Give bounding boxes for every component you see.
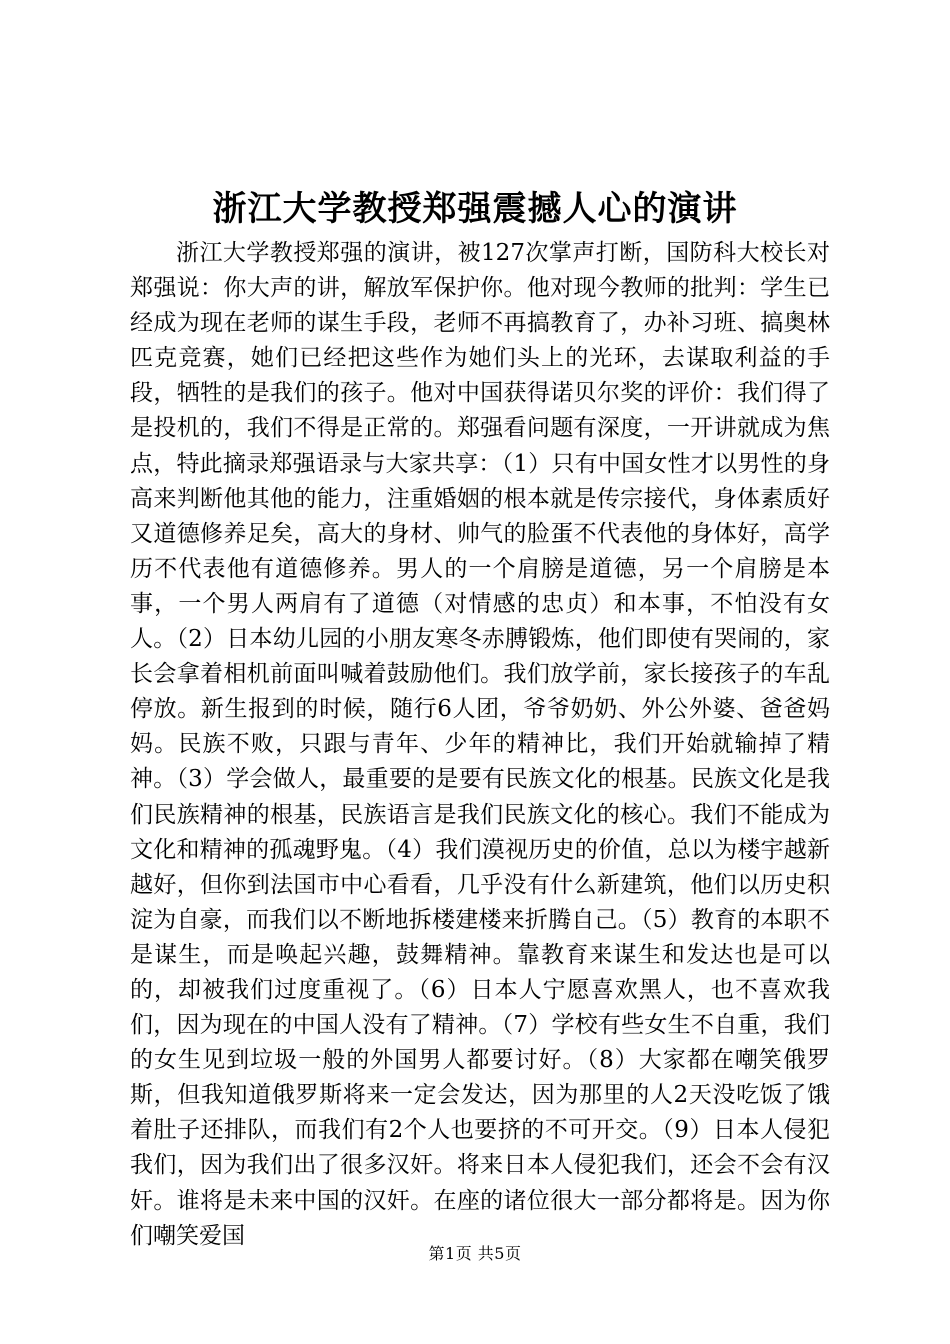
page-number-footer: 第1页 共5页 — [428, 1244, 522, 1263]
document-title: 浙江大学教授郑强震撼人心的演讲 — [212, 189, 738, 229]
document-body-text: 浙江大学教授郑强的演讲，被127次掌声打断，国防科大校长对郑强说：你大声的讲，解放军保护你。他对现今教师的批判：学生已经成为现在老师的谋生手段，老师不再搞教育了，办补习班、搞奥林匹克竞赛，她们已经把这些作为她们头上的光环，去谋取利益的手段，牺牲的是我们的孩子。他对中国获得诺贝尔奖的评价：我们得了是投机的，我们不得是正常的。郑强看问题有深度，一开讲就成为焦点，特此摘录郑强语录与大家共享：（1）只有中国女性才以男性的身高来判断他其他的能力，注重婚姻的根本就是传宗接代，身体素质好又道德修养足矣，高大的身材、帅气的脸蛋不代表他的身体好，高学历不代表他有道德修养。男人的一个肩膀是道德，另一个肩膀是本事，一个男人两肩有了道德（对情感的忠贞）和本事，不怕没有女人。（2）日本幼儿园的小朋友寒冬赤膊锻炼，他们即使有哭闹的，家长会拿着相机前面叫喊着鼓励他们。我们放学前，家长接孩子的车乱停放。新生报到的时候，随行6人团，爷爷奶奶、外公外婆、爸爸妈妈。民族不败，只跟与青年、少年的精神比，我们开始就输掉了精神。（3）学会做人，最重要的是要有民族文化的根基。民族文化是我们民族精神的根基，民族语言是我们民族文化的核心。我们不能成为文化和精神的孤魂野鬼。（4）我们漠视历史的价值，总以为楼宇越新越好，但你到法国市中心看看，几乎没有什么新建筑，他们以历史积淀为自豪，而我们以不断地拆楼建楼来折腾自己。（5）教育的本职不是谋生，而是唤起兴趣，鼓舞精神。靠教育来谋生和发达也是可以的，却被我们过度重视了。（6）日本人宁愿喜欢黑人，也不喜欢我们，因为现在的中国人没有了精神。（7）学校有些女生不自重，我们的女生见到垃圾一般的外国男人都要讨好。（8）大家都在嘲笑俄罗斯，但我知道俄罗斯将来一定会发达，因为那里的人2天没吃饭了饿着肚子还排队，而我们有2个人也要挤的不可开交。（9）日本人侵犯我们，因为我们出了很多汉奸。将来日本人侵犯我们，还会不会有汉奸。谁将是未来中国的汉奸。在座的诸位很大一部分都将是。因为你们嘲笑爱国 — [130, 240, 830, 1249]
